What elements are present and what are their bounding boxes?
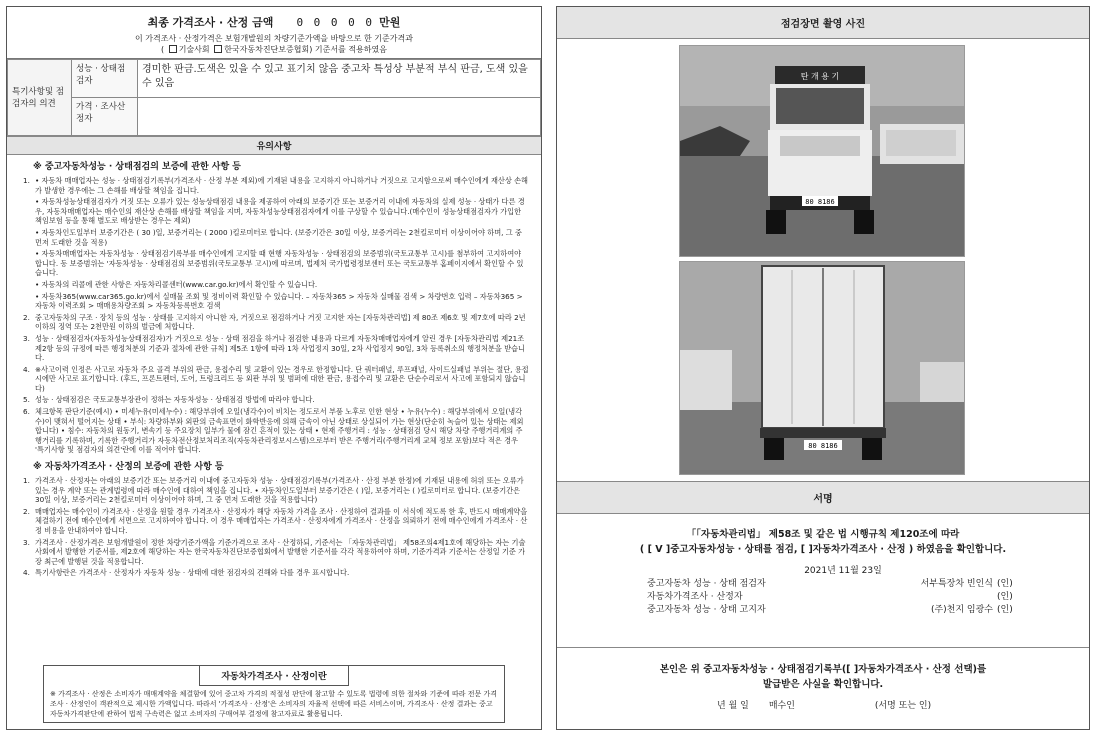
price-digits: 0 0 0 0 0: [296, 16, 375, 29]
checkbox-icon[interactable]: [169, 45, 177, 53]
price-unit: 만원: [379, 16, 401, 29]
confirm-line-2: 발급받은 사실을 확인합니다.: [762, 679, 884, 690]
signer-name: [827, 591, 993, 604]
notice-section-2-title: ※ 자동차가격조사 · 산정의 보증에 관한 사항 등: [33, 462, 224, 473]
notice-item: [23, 395, 529, 405]
notice-item: [23, 197, 529, 226]
notice-item: [23, 280, 529, 290]
seal-mark[interactable]: (인): [997, 592, 1013, 602]
notice-item: [23, 313, 529, 332]
notice-item-text: 특기사항란은 가격조사 · 산정자가 자동차 성능 · 상태에 대한 점검자의 견해와 다를 경우 표시합니다.: [35, 568, 350, 578]
buyer-sign[interactable]: (서명 또는 인): [874, 701, 932, 711]
signer-row: [647, 604, 1039, 617]
notice-item-number: 3.: [23, 537, 30, 547]
notice-item-text: 중고자동차의 구조 · 장치 등의 성능 · 상태를 고지하지 아니한 자, 거짓으로 점검하거나 거짓 고지한 자는 [자동차관리법] 제 80조 제6호 및 제7호에 따라 2년 이하의 징역 또는 2천만원 이하의 벌금에 처합니다.: [35, 312, 526, 332]
notice-item: [23, 407, 529, 455]
notice-item-number: 3.: [23, 333, 30, 343]
signer-name: (주)천지 임광수: [930, 605, 993, 615]
buyer-label: 매수인: [768, 701, 795, 711]
signer-row: [647, 591, 1039, 604]
opinion-table: [7, 59, 541, 136]
law-line-1: 「「자동차관리법」 제58조 및 같은 법 시행규칙 제120조에 따라: [686, 529, 960, 540]
signer-label: 자동차가격조사 · 산정자: [647, 592, 743, 602]
price-title: 최종 가격조사 · 산정 금액: [147, 16, 274, 29]
notice-item: [23, 476, 529, 505]
notice-item-number: 2.: [23, 312, 30, 322]
right-page: [556, 6, 1090, 730]
photos-title: 점검장면 촬영 사진: [557, 7, 1089, 39]
truck-front-image: [680, 46, 965, 257]
signer-list: [557, 576, 1089, 617]
sign-date: 2021년 11월 23일: [804, 566, 882, 576]
price-label: 가격 · 조사산정자: [72, 98, 138, 136]
notice-item: [23, 507, 529, 536]
confirm-line-1: 본인은 위 중고자동차성능 · 상태점검기록부([ ]자동차가격조사 · 산정 선택)를: [659, 664, 987, 675]
notice-item-text: • 자동차성능상태점검자가 거짓 또는 오류가 있는 성능상태점검 내용을 제공하여 아래의 보증기간 또는 보증거리 이내에 자동차의 실제 성능 · 상태가 다른 경우, 자동차매매업자는 매수인의 재산상 손해를 배상할 책임을 지며, 자동차성능상태점검자에게 이를 구상할 수 있습니다.(매수인이 성능상태점검자가 가입한 책임보험 등을 통해 별도로 배상받는 경우는 제외): [35, 197, 525, 226]
notice-item-text: 매매업자는 매수인이 가격조사 · 산정을 원할 경우 가격조사 · 산정자가 해당 자동차 가격을 조사 · 산정하여 결과를 이 서식에 적도록 한 후, 반드시 매매계약을 체결하기 전에 매수인에게 서면으로 고지하여야 합니다. 이 경우 매매업자는 가격조사 · 산정자에게 가격조사 · 산정을 의뢰하기 전에 매수인에게 가격조사 · 산정 비용을 안내하여야 합니다.: [35, 506, 528, 535]
law-line-2: ( [ V ]중고자동차성능 · 상태를 점검, [ ]자동차가격조사 · 산정 ) 하였음을 확인합니다.: [639, 544, 1007, 555]
notice-item: [23, 334, 529, 363]
notice-item-text: • 자동차365(www.car365.go.kr)에서 실매물 조회 및 정비이력 확인할 수 있습니다. – 자동차365 > 자동차 실매물 검색 > 차량번호 입력 – 자동차365 > 자동차 이력조회 > 매매용차량조회 > 자동차등록번호 검색: [35, 291, 523, 311]
price-note-1: 이 가격조사 · 산정가격은 보험개발원의 차량기준가액을 바탕으로 한 기준가격과: [135, 34, 413, 43]
notice-list-1: [7, 176, 541, 455]
notice-item-number: 4.: [23, 568, 30, 578]
signer-name: 서부특장차 빈인식: [920, 579, 993, 589]
notice-item-text: 가격조사 · 산정가격은 보험개발원이 정한 차량기준가액을 기준가격으로 조사 · 산정하되, 기준서는 「자동차관리법」 제58조의4제1호에 해당하는 자는 기술사회에서 발행한 기준서를, 제2호에 해당하는 자는 한국자동차진단보증협회에서 발행한 기준서를 각각 적용하여야 하며, 기준가격과 기준서는 산정일 기준 가장 최근에 발행된 것을 적용합니다.: [35, 537, 526, 566]
signature-section: [557, 527, 1089, 617]
notice-item-text: • 자동차매매업자는 자동차성능 · 상태점검기록부를 매수인에게 고지할 때 현행 자동차성능 · 상태점검의 보증범위(국토교통부 고시)를 첨부하여 고지하여야 합니다. 동 보증범위는 '자동차성능 · 상태점검의 보증범위(국토교통부 고시)에 따르며, 법제처 국가법령정보센터 또는 국토교통부 홈페이지에서 확인할 수 있습니다.: [35, 249, 524, 278]
plate-1: 80 8186: [805, 198, 835, 206]
price-info-box: [43, 665, 505, 723]
notice-item-text: • 자동차인도일부터 보증기간은 ( 30 )일, 보증거리는 ( 2000 )킬로미터로 합니다. (보증기간은 30일 이상, 보증거리는 2천킬로미터 이상이어야 하며, 그 중 먼저 도래한 것을 적용): [35, 227, 522, 247]
notice-item-text: • 자동차 매매업자는 성능 · 상태점검기록부(가격조사 · 산정 부분 제외)에 기재된 내용을 고지하지 아니하거나 거짓으로 고지함으로써 매수인에게 재산상 손해가 발생한 경우에는 그 손해를 배상할 책임을 집니다.: [35, 176, 528, 195]
notice-item-number: 5.: [23, 395, 30, 405]
brand-sign: 탄 개 용 기: [800, 72, 840, 81]
confirm-section: [557, 647, 1089, 711]
seal-mark[interactable]: (인): [997, 579, 1013, 589]
checkbox-icon[interactable]: [214, 45, 222, 53]
price-info-text: ※ 가격조사 · 산정은 소비자가 매매계약을 체결함에 있어 중고차 가격의 적절성 판단에 참고할 수 있도록 법령에 의한 절차와 기준에 따라 전문 가격조사 · 산정인이 객관적으로 제시한 가액입니다. 따라서 '가격조사 · 산정'은 소비자의 자율적 선택에 따른 서비스이며, 가격조사 · 산정 결과는 중고자동차가격판단에 관하여 법적 구속력은 없고 소비자의 구매여부 결정에 참고자료로 활용됩니다.: [50, 690, 498, 718]
buyer-line: [557, 698, 1089, 711]
notice-item: [23, 249, 529, 278]
notice-item: [23, 292, 529, 311]
signer-row: [647, 578, 1039, 591]
plate-2: 80 8186: [808, 442, 838, 450]
state-text: 경미한 판금.도색은 있을 수 있고 표기치 않음 중고차 특성상 부분적 부식 판금, 도색 있을 수 있음: [138, 60, 541, 98]
signature-title: 서명: [557, 481, 1089, 514]
notice-list-2: [7, 476, 541, 578]
price-note-2: ( 기술사회 한국자동차진단보증협회) 기준서를 적용하였음: [161, 45, 387, 54]
buyer-date: 년 월 일: [717, 701, 749, 711]
notice-item: [23, 365, 529, 394]
notice-item: [23, 228, 529, 247]
notice-item-number: 4.: [23, 364, 30, 374]
notice-item-number: 2.: [23, 506, 30, 516]
notice-item-text: ※사고이력 인정은 사고로 자동차 주요 골격 부위의 판금, 용접수리 및 교환이 있는 경우로 한정합니다. 단 쿼터패널, 루프패널, 사이드실패널 부위는 절단, 용접 시에만 사고로 표기합니다. (후드, 프론트펜더, 도어, 트렁크리드 등 외판 부위 및 범퍼에 대한 판금, 용접수리 및 교환은 단순수리로서 사고에 포함되지 않습니다): [35, 364, 529, 393]
notice-item: [23, 538, 529, 567]
price-opinion-text: [138, 98, 541, 136]
left-page: [6, 6, 542, 730]
seal-mark[interactable]: (인): [997, 605, 1013, 615]
price-info-title: 자동차가격조사 · 산정이란: [199, 666, 349, 686]
notice-item-number: 1.: [23, 176, 30, 185]
notice-item-number: 1.: [23, 476, 30, 486]
truck-rear-image: [680, 262, 965, 475]
notice-item-text: 성능 · 상태점검자(자동차성능상태점검자)가 거짓으로 성능 · 상태 점검을 하거나 점검한 내용과 다르게 자동차매매업자에게 알린 경우 [자동차관리법 제21조 제2항 등의 규정에 따른 행정처분의 기준과 절차에 관한 규칙] 제5조 1항에 따라 1차 사업정지 30일, 2차 사업정지 90일, 3차 등록취소의 행정처분을 받습니다.: [35, 333, 525, 363]
notice-title: 유의사항: [7, 136, 541, 155]
notice-item-text: 가격조사 · 산정자는 아래의 보증기간 또는 보증거리 이내에 중고자동차 성능 · 상태점검기록부(가격조사 · 산정 부분 한정)에 기재된 내용에 허위 또는 오류가 있는 경우 계약 또는 관계법령에 따라 매수인에 대하여 책임을 집니다. • 자동차인도일부터 보증기간은 ( )일, 보증거리는 ( )킬로미터로 합니다. (보증기간은 30일 이상, 보증거리는 2천킬로미터 이상이어야 하며, 그 중 먼저 도래한 것을 적용합니다): [35, 476, 524, 505]
opinion-row-label: 특기사항및 점검자의 의견: [8, 60, 72, 136]
notice-section-1-title: ※ 중고자동차성능 · 상태점검의 보증에 관한 사항 등: [33, 162, 241, 172]
front-photo: [679, 45, 965, 257]
notice-item: [23, 568, 529, 578]
state-label: 성능 · 상태점검자: [72, 60, 138, 98]
notice-item-text: 체크항목 판단기준(예시) • 미세누유(미세누수) : 해당부위에 오일(냉각수)이 비치는 정도로서 부품 노후로 인한 현상 • 누유(누수) : 해당부위에서 오일(냉각수)이 맺혀서 떨어지는 상태 • 부식: 차량하부와 외판의 금속표면이 화학반응에 의해 금속이 아닌 상태로 상실되어 가는 현상(단순히 녹슬어 있는 상태는 제외합니다) • 침수: 자동차의 원동기, 변속기 등 주요장치 일부가 물에 잠긴 흔적이 있는 상태 • 현재 주행거리 : 성능 · 상태점검 당시 해당 차량 주행거리계의 주행거리를 기록하며, 기록한 주행거리가 자동차전산정보처리조직(자동차관리정보시스템)으로부터 받은 주행거리(주행거리계 교체 정보 포함)보다 적은 경우 '특기사항 및 점검자의 의견'란에 이를 적어야 합니다.: [35, 407, 524, 455]
price-section: [7, 7, 541, 59]
signer-label: 중고자동차 성능 · 상태 고지자: [647, 605, 766, 615]
notice-item-number: 6.: [23, 407, 30, 417]
notice-item-text: 성능 · 상태점검은 국토교통부장관이 정하는 자동차성능 · 상태점검 방법에 따라야 합니다.: [35, 395, 315, 405]
rear-photo: [679, 261, 965, 475]
signer-label: 중고자동차 성능 · 상태 점검자: [647, 579, 766, 589]
notice-item: [23, 176, 529, 195]
notice-item-text: • 자동차의 리콜에 관한 사항은 자동차리콜센터(www.car.go.kr)에서 확인할 수 있습니다.: [35, 279, 318, 289]
